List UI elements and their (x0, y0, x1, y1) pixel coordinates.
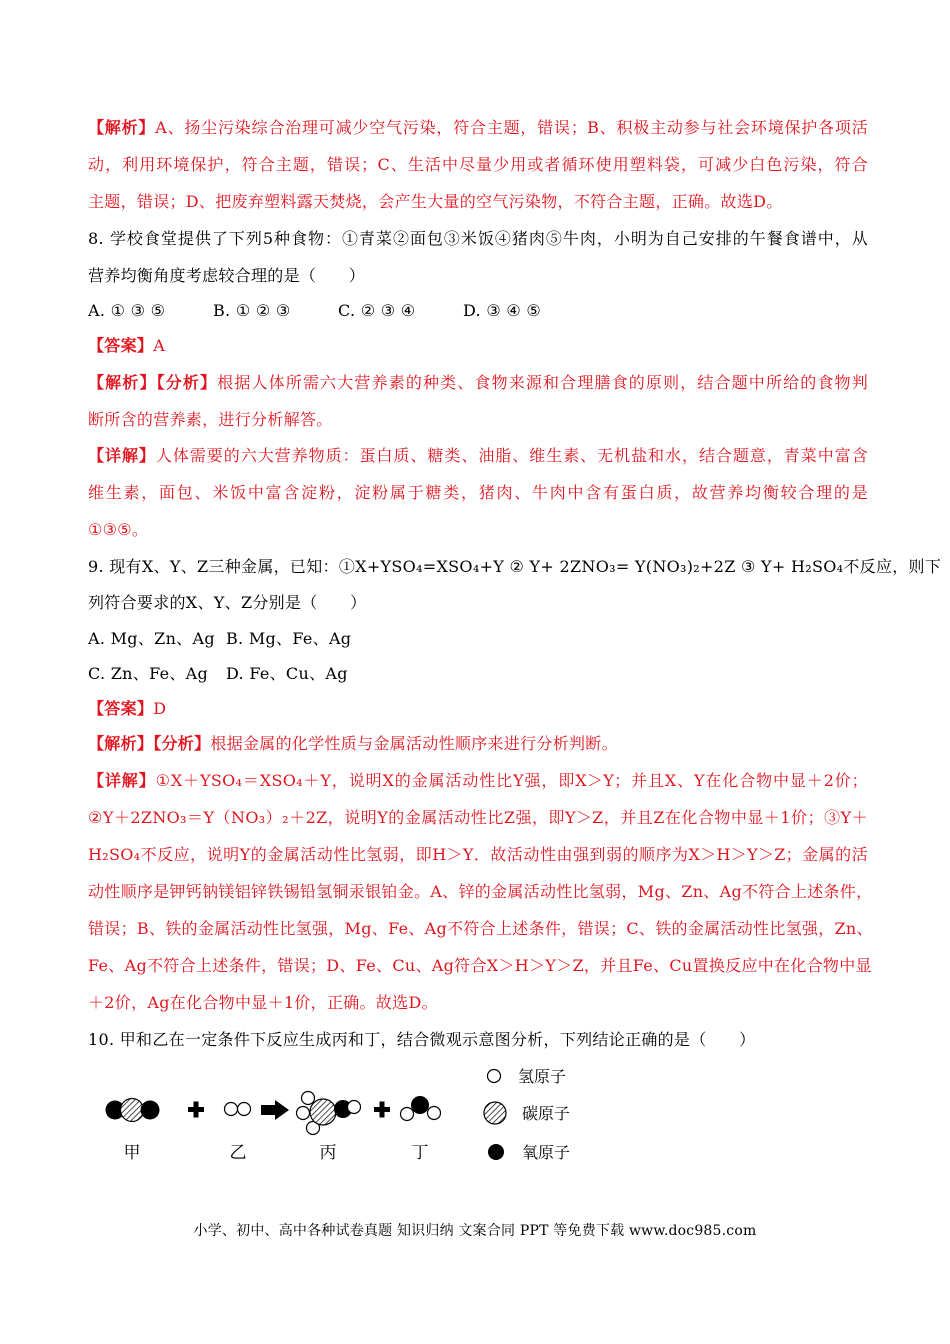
explanation7-line-3: 主题，错误；D、把废弃塑料露天焚烧，会产生大量的空气污染物，不符合主题，正确。故选D。 (88, 192, 783, 211)
answer-tag: 【答案】 (88, 699, 154, 718)
arrow-right-icon (261, 1100, 289, 1120)
q9-detail-line-1: 【详解】①X＋YSO₄＝XSO₄＋Y，说明X的金属活动性比Y强，即X＞Y；并且X、Y在化合物中显＋2价； (88, 771, 868, 790)
hydrogen-atom (348, 1101, 361, 1114)
q8-detail-line-1: 【详解】人体需要的六大营养物质：蛋白质、糖类、油脂、维生素、无机盐和水，结合题意，青菜中富含 (88, 446, 868, 465)
explanation7-line-1: 【解析】A、扬尘污染综合治理可减少空气污染，符合主题，错误；B、积极主动参与社会环境保护各项活 (88, 118, 869, 137)
q10-stem: 10. 甲和乙在一定条件下反应生成丙和丁，结合微观示意图分析，下列结论正确的是（ ） (88, 1030, 756, 1049)
label-bing: 丙 (319, 1143, 337, 1163)
molecule-jia (106, 1099, 160, 1122)
q8-option-b: B. ① ② ③ (213, 301, 291, 320)
q8-detail-line-3: ①③⑤。 (88, 520, 149, 539)
explanation7-line-2: 动，利用环境保护，符合主题，错误；C、生活中尽量少用或者循环使用塑料袋，可减少白色污染，符合 (88, 155, 868, 174)
legend-carbon: 碳原子 (522, 1104, 571, 1123)
q8-option-a: A. ① ③ ⑤ (88, 301, 166, 320)
label-yi: 乙 (229, 1143, 247, 1163)
carbon-atom (121, 1099, 144, 1122)
oxygen-atom (411, 1096, 429, 1114)
q9-analysis: 【解析】【分析】根据金属的化学性质与金属活动性顺序来进行分析判断。 (88, 734, 618, 753)
q9-detail-line-2: ②Y＋2ZNO₃＝Y（NO₃）₂＋2Z，说明Y的金属活动性比Z强，即Y＞Z，并且Z在化合物中显＋1价；③Y＋ (88, 808, 868, 827)
q9-detail-line-3: H₂SO₄不反应，说明Y的金属活动性比氢弱，即H＞Y．故活动性由强到弱的顺序为X＞H＞Y＞Z；金属的活 (88, 845, 868, 864)
q8-stem-line-1: 8. 学校食堂提供了下列5种食物：①青菜②面包③米饭④猪肉⑤牛肉，小明为自己安排的午餐食谱中，从 (88, 229, 868, 248)
molecule-bing (297, 1092, 361, 1135)
q9-detail-line-7: ＋2价，Ag在化合物中显＋1价，正确。故选D。 (88, 993, 438, 1012)
molecule-ding (401, 1096, 441, 1121)
plus-icon (374, 1102, 390, 1118)
legend-oxygen: 氧原子 (522, 1143, 571, 1162)
q9-option-c: C. Zn、Fe、Ag (88, 664, 209, 683)
atom-legend (482, 1060, 602, 1170)
q8-detail-line-2: 维生素，面包、米饭中富含淀粉，淀粉属于糖类，猪肉、牛肉中含有蛋白质，故营养均衡较合理的是 (88, 483, 868, 502)
q8-analysis-line-2: 断所含的营养素，进行分析解答。 (88, 410, 333, 429)
q8-stem-line-2: 营养均衡角度考虑较合理的是（ ） (88, 266, 366, 285)
q8-options (88, 299, 868, 323)
hydrogen-atom (297, 1107, 310, 1120)
q9-detail-line-5: 错误；B、铁的金属活动性比氢强，Mg、Fe、Ag不符合上述条件，错误；C、铁的金属活动性比氢强，Zn、 (88, 919, 873, 938)
carbon-atom-legend-icon (484, 1102, 506, 1124)
hydrogen-atom-legend-icon (488, 1070, 501, 1083)
q8-analysis-line-1: 【解析】【分析】根据人体所需六大营养素的种类、食物来源和合理膳食的原则，结合题中所给的食物判 (88, 373, 869, 392)
q9-stem-line-2: 列符合要求的X、Y、Z分别是（ ） (88, 593, 367, 612)
detail-tag: 【详解】 (88, 771, 156, 790)
oxygen-atom-legend-icon (488, 1144, 504, 1160)
q8-option-c: C. ② ③ ④ (338, 301, 416, 320)
hydrogen-atom (238, 1103, 251, 1116)
molecule-yi (225, 1103, 251, 1116)
q9-option-a: A. Mg、Zn、Ag (88, 629, 215, 648)
analysis-tag: 【解析】【分析】 (88, 734, 211, 753)
label-ding: 丁 (411, 1143, 429, 1163)
hydrogen-atom (225, 1103, 238, 1116)
label-jia: 甲 (123, 1143, 141, 1163)
hydrogen-atom (302, 1092, 315, 1105)
q9-option-d: D. Fe、Cu、Ag (226, 664, 348, 683)
q9-option-b: B. Mg、Fe、Ag (226, 629, 352, 648)
oxygen-atom (141, 1101, 160, 1120)
legend-hydrogen: 氢原子 (518, 1067, 567, 1086)
plus-icon (188, 1102, 204, 1118)
hydrogen-atom (401, 1108, 414, 1121)
q9-answer: 【答案】D (88, 699, 167, 718)
page-footer: 小学、初中、高中各种试卷真题 知识归纳 文案合同 PPT 等免费下载 www.doc985.com (193, 1223, 757, 1239)
q9-options-row-2 (88, 662, 868, 686)
carbon-atom (310, 1099, 336, 1125)
q9-options-row-1 (88, 627, 868, 651)
hydrogen-atom (428, 1107, 441, 1120)
q9-detail-line-6: Fe、Ag不符合上述条件，错误；D、Fe、Cu、Ag符合X＞H＞Y＞Z，并且Fe、Cu置换反应中在化合物中显 (88, 956, 872, 975)
q8-answer: 【答案】A (88, 336, 166, 355)
explanation-tag: 【解析】 (88, 118, 156, 137)
q9-detail-line-4: 动性顺序是钾钙钠镁铝锌铁锡铅氢铜汞银铂金。A、锌的金属活动性比氢弱，Mg、Zn、Ag不符合上述条件， (88, 882, 873, 901)
answer-tag: 【答案】 (88, 336, 154, 355)
analysis-tag: 【解析】【分析】 (88, 373, 218, 392)
q9-stem-line-1: 9. 现有X、Y、Z三种金属，已知：①X+YSO₄=XSO₄+Y ② Y+ 2ZNO₃= Y(NO₃)₂+2Z ③ Y+ H₂SO₄不反应，则下 (88, 557, 942, 576)
q8-option-d: D. ③ ④ ⑤ (463, 301, 542, 320)
detail-tag: 【详解】 (88, 446, 156, 465)
